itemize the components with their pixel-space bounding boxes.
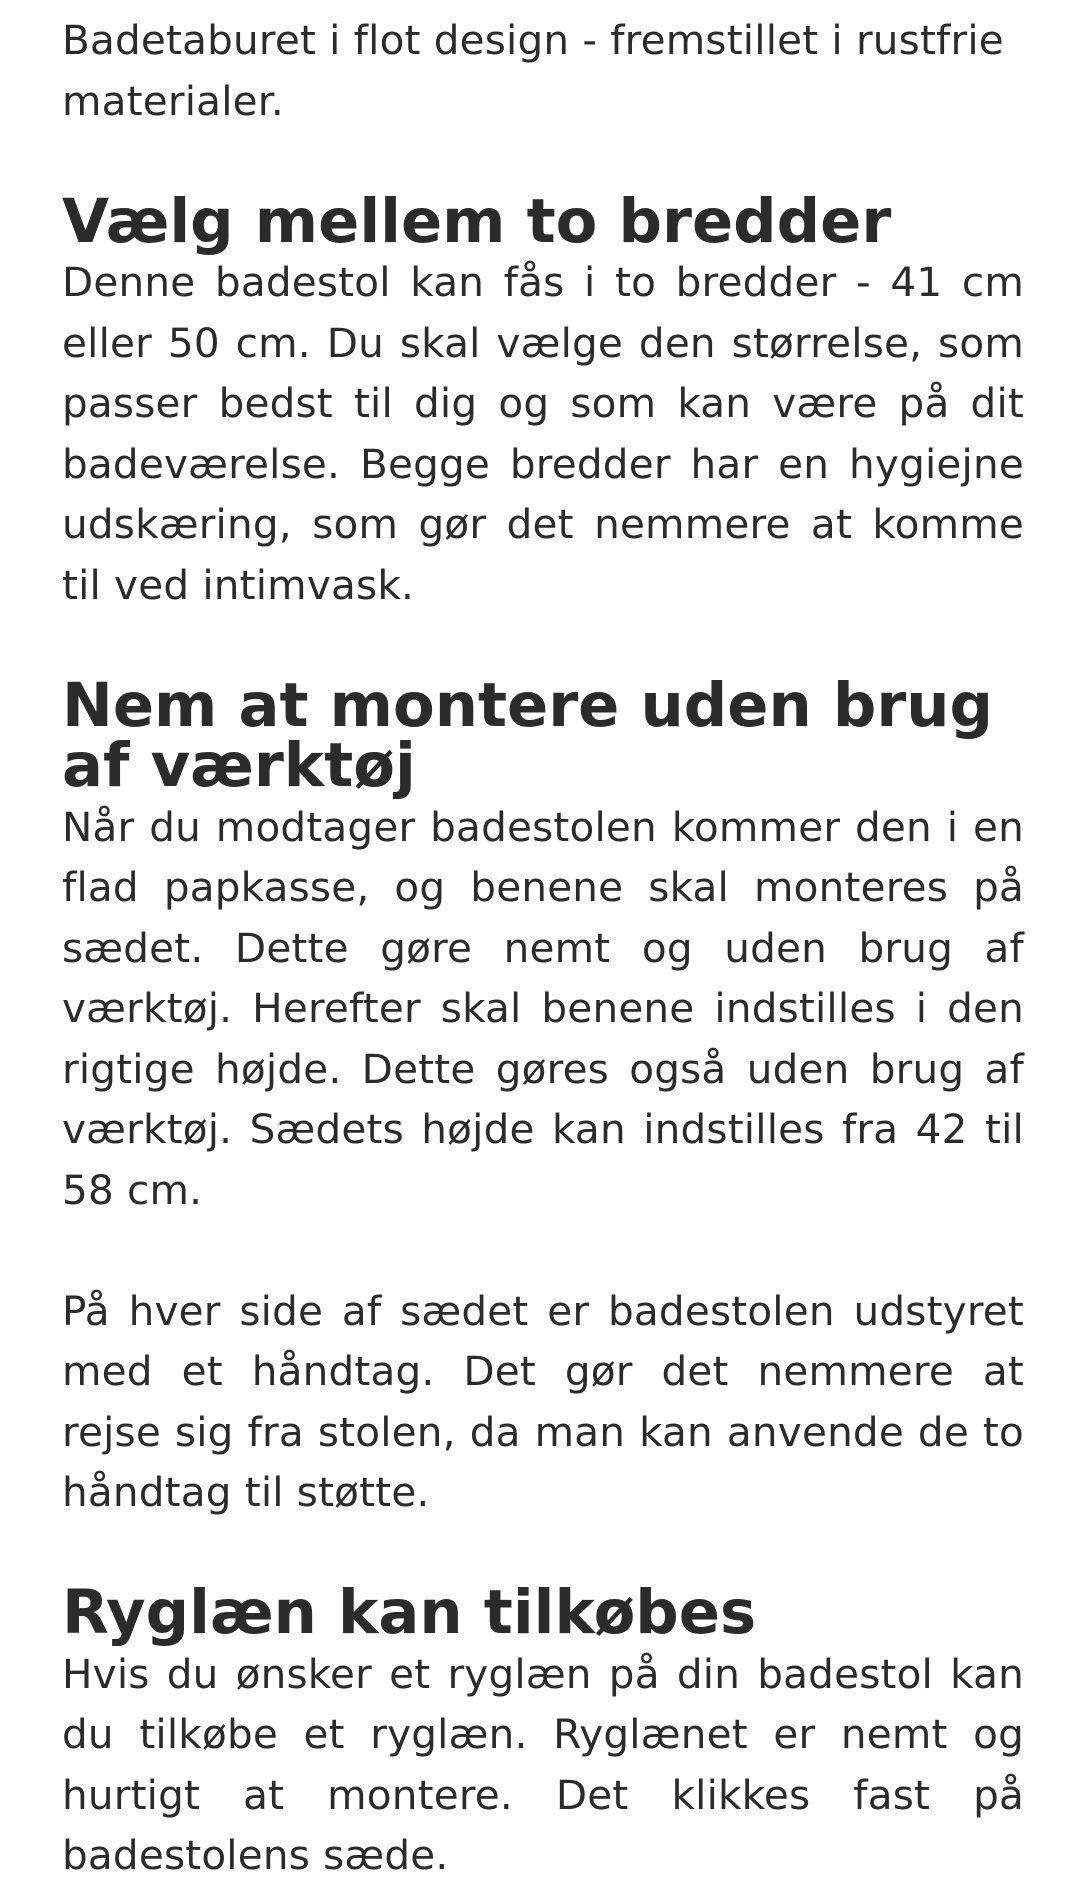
spacer bbox=[62, 1523, 1024, 1584]
paragraph-backrest: Hvis du ønsker et ryglæn på din badestol kan du tilkøbe et ryglæn. Ryglænet er nemt og hurtigt at montere. Det klikkes fast på badestolens sæde. bbox=[62, 1649, 1024, 1879]
intro-paragraph: Badetaburet i flot design - fremstillet i rustfrie materialer. bbox=[62, 16, 1004, 125]
spacer bbox=[62, 1220, 1024, 1281]
paragraph-handles: På hver side af sædet er badestolen udstyret med et håndtag. Det gør det nemmere at rejse sig fra stolen, da man kan anvende de to håndtag til støtte. bbox=[62, 1286, 1024, 1516]
paragraph-widths: Denne badestol kan fås i to bredder - 41 cm eller 50 cm. Du skal vælge den størrelse, som passer bedst til dig og som kan være på dit badeværelse. Begge bredder har en hygiejne udskæring, som gør det nemmere at komme til ved intimvask. bbox=[62, 258, 1024, 609]
heading-assembly: Nem at montere uden brug af værktøj bbox=[62, 670, 994, 801]
paragraph-assembly: Når du modtager badestolen kommer den i en flad papkasse, og benene skal monteres på sædet. Dette gøre nemt og uden brug af værktøj. Herefter skal benene indstilles i den rigtige højde. Dette gøres også uden brug af værktøj. Sædets højde kan indstilles fra 42 til 58 cm. bbox=[62, 802, 1024, 1214]
product-description bbox=[62, 10, 1024, 1886]
heading-widths: Vælg mellem to bredder bbox=[62, 186, 892, 257]
heading-backrest: Ryglæn kan tilkøbes bbox=[62, 1578, 757, 1648]
spacer bbox=[62, 615, 1024, 676]
spacer bbox=[62, 131, 1024, 192]
